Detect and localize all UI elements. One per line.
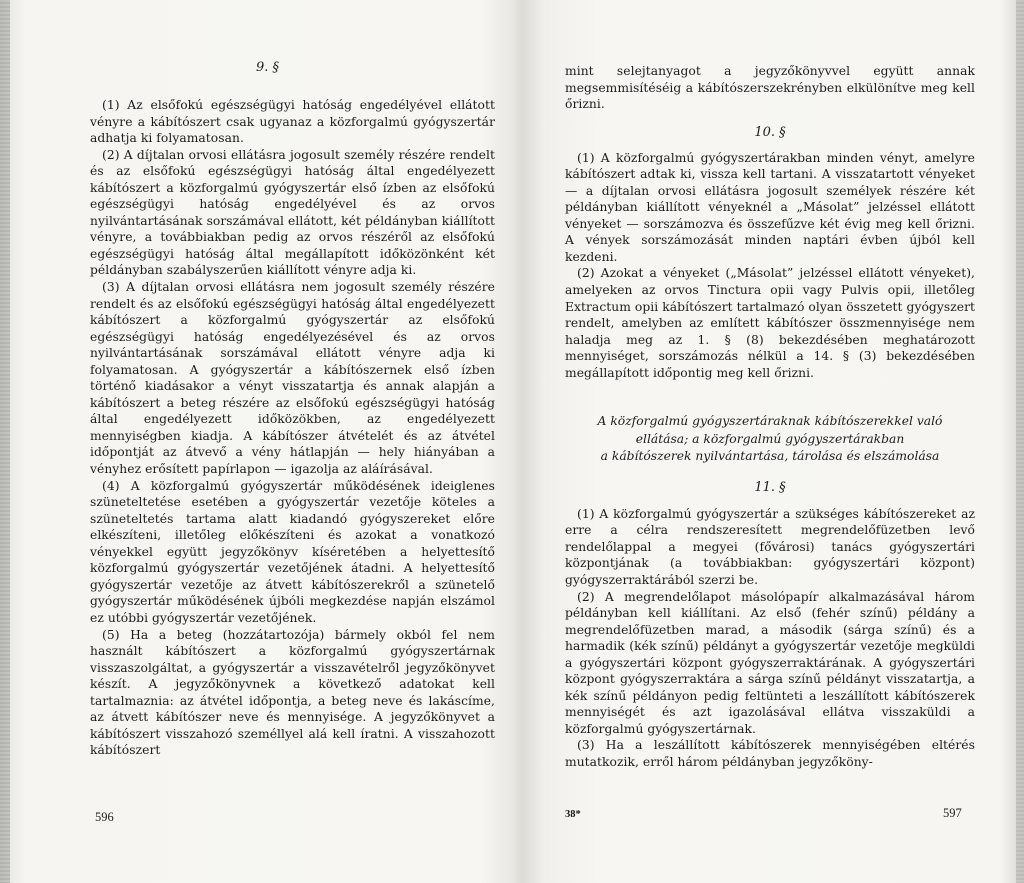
paragraph-11-3: (3) Ha a leszállított kábítószerek mennyiségében eltérés mutatkozik, erről három példányban jegyzőköny- — [565, 738, 975, 769]
right-page-body — [565, 63, 975, 771]
italic-heading-line: A közforgalmú gyógyszertáraknak kábítószerekkel való — [597, 414, 943, 429]
opening-paragraph: mint selejtanyagot a jegyzőkönyvvel együtt annak megsemmisítéséig a kábítószerszekrényben elkülönítve meg kell őrizni. — [565, 64, 975, 112]
italic-heading — [565, 413, 975, 466]
page-edge-right — [1016, 0, 1024, 883]
paragraph-9-4: (4) A közforgalmú gyógyszertár működésének ideiglenes szüneteltetése esetében a gyógyszertár vezetője köteles a szüneteltetés tartama alatt kiadandó gyógyszereket előre elkészíteni, illetőleg előkészíteni és azokat a vonatkozó vényekkel együtt jegyzőkönyv kíséretében a helyettesítő közforgalmú gyógyszertár vezetőjének átadni. A helyettesítő gyógyszertár vezetője az átvett kábítószerekről a szünetelő gyógyszertár működésének újbóli megkezdése napján elszámol ez utóbbi gyógyszertár vezetőjének. — [90, 478, 495, 625]
left-page-body — [90, 97, 495, 759]
section-10-title: 10. § — [754, 124, 786, 140]
paragraph-9-5: (5) Ha a beteg (hozzátartozója) bármely okból fel nem használt kábítószert a közforgalmú gyógyszertárnak visszaszolgáltat, a gyógyszertár a visszavételről jegyzőkönyvet készít. A jegyzőkönyvnek a következő adatokat kell tartalmaznia: az átvétel időpontja, a beteg neve és lakáscíme, az átvett kábítószer neve és mennyisége. A jegyzőkönyvet a kábítószert visszahozó személlyel alá kell íratni. A visszahozott kábítószert — [90, 627, 495, 758]
section-11-title: 11. § — [754, 479, 786, 495]
page-number-right: 597 — [943, 806, 962, 820]
page-edge-left — [0, 0, 10, 883]
paragraph-11-1: (1) A közforgalmú gyógyszertár a szükséges kábítószereket az erre a célra rendszeresített megrendelőfüzetben levő rendelőlappal a megyei (fővárosi) tanács gyógyszertári központjának (a továbbiakban: gyógyszertári központ) gyógyszerraktárából szerzi be. — [565, 506, 975, 587]
page-number-left: 596 — [95, 810, 114, 824]
paragraph-11-2: (2) A megrendelőlapot másolópapír alkalmazásával három példányban kell kiállítani. Az első (fehér színű) példány a megrendelőfüzetben marad, a második (sárga színű) és a harmadik (kék színű) példányt a gyógyszertár vezetője megküldi a gyógyszertári központ gyógyszerraktárának. A gyógyszertári központ gyógyszerraktára a sárga színű példányt visszatartja, a kék színű példányon pedig feltünteti a leszállított kábítószerek mennyiségét és azt igazolásával ellátva visszaküldi a közforgalmú gyógyszertárnak. — [565, 589, 975, 736]
italic-heading-line: a kábítószerek nyilvántartása, tárolása és elszámolása — [600, 449, 940, 464]
italic-heading-line: ellátása; a közforgalmú gyógyszertárakban — [635, 431, 905, 446]
printer-signature-mark: 38* — [565, 809, 581, 820]
paragraph-10-2: (2) Azokat a vényeket („Másolat” jelzéssel ellátott vényeket), amelyeken az orvos Tinctura opii vagy Pulvis opii, illetőleg Extractum opii kábítószert tartalmazó olyan összetett gyógyszert rendelt, amelyben az említett kábítószer összmennyisége nem haladja meg az 1. § (8) bekezdésében meghatározott mennyiséget, sorszámozás nélkül a 14. § (3) bekezdésében megállapított időpontig meg kell őrizni. — [565, 266, 975, 380]
paragraph-9-3: (3) A díjtalan orvosi ellátásra nem jogosult személy részére rendelt és az elsőfokú egészségügyi hatóság által engedélyezett kábítószert a közforgalmú gyógyszertár az elsőfokú egészségügyi hatóság engedélyezésével és az orvos nyilvántartásának sorszámával ellátott vényre adja ki folyamatosan. A gyógyszertár a kábítószernek első ízben történő kiadásakor a vényt visszatartja és annak alapján a kábítószert a beteg részére az elsőfokú egészségügyi hatóság által engedélyezett időközökben, az engedélyezett mennyiségben kiadja. A kábítószer átvételét és az átvétel időpontját az átvevő a vény hátlapján — hely hiányában a vényhez erősített papírlapon — igazolja az aláírásával. — [90, 280, 495, 477]
paragraph-9-2: (2) A díjtalan orvosi ellátásra jogosult személy részére rendelt és az elsőfokú egészségügyi hatóság által engedélyezett kábítószert a közforgalmú gyógyszertár első ízben az elsőfokú egészségügyi hatóság engedélyével és az orvos nyilvántartásának sorszámával ellátott, két példányban kiállított vényre, a továbbiakban pedig az orvos részéről az elsőfokú egészségügyi hatóság által megállapított időközönként két példányban szabályszerűen kiállított vényre adja ki. — [90, 147, 495, 278]
paragraph-10-1: (1) A közforgalmú gyógyszertárakban minden vényt, amelyre kábítószert adtak ki, vissza kell tartani. A visszatartott vényeket — a díjtalan orvosi ellátásra jogosult személyek részére két példányban kiállított vényeknél a „Másolat” jelzéssel ellátott vényeket — sorszámozva és összefűzve két évig meg kell őrizni. A vények sorszámozását minden naptári évben újból kell kezdeni. — [565, 150, 975, 264]
section-9-title: 9. § — [255, 60, 280, 75]
paragraph-9-1: (1) Az elsőfokú egészségügyi hatóság engedélyével ellátott vényre a kábítószert csak ugyanaz a közforgalmú gyógyszertár adhatja ki folyamatosan. — [90, 98, 495, 146]
